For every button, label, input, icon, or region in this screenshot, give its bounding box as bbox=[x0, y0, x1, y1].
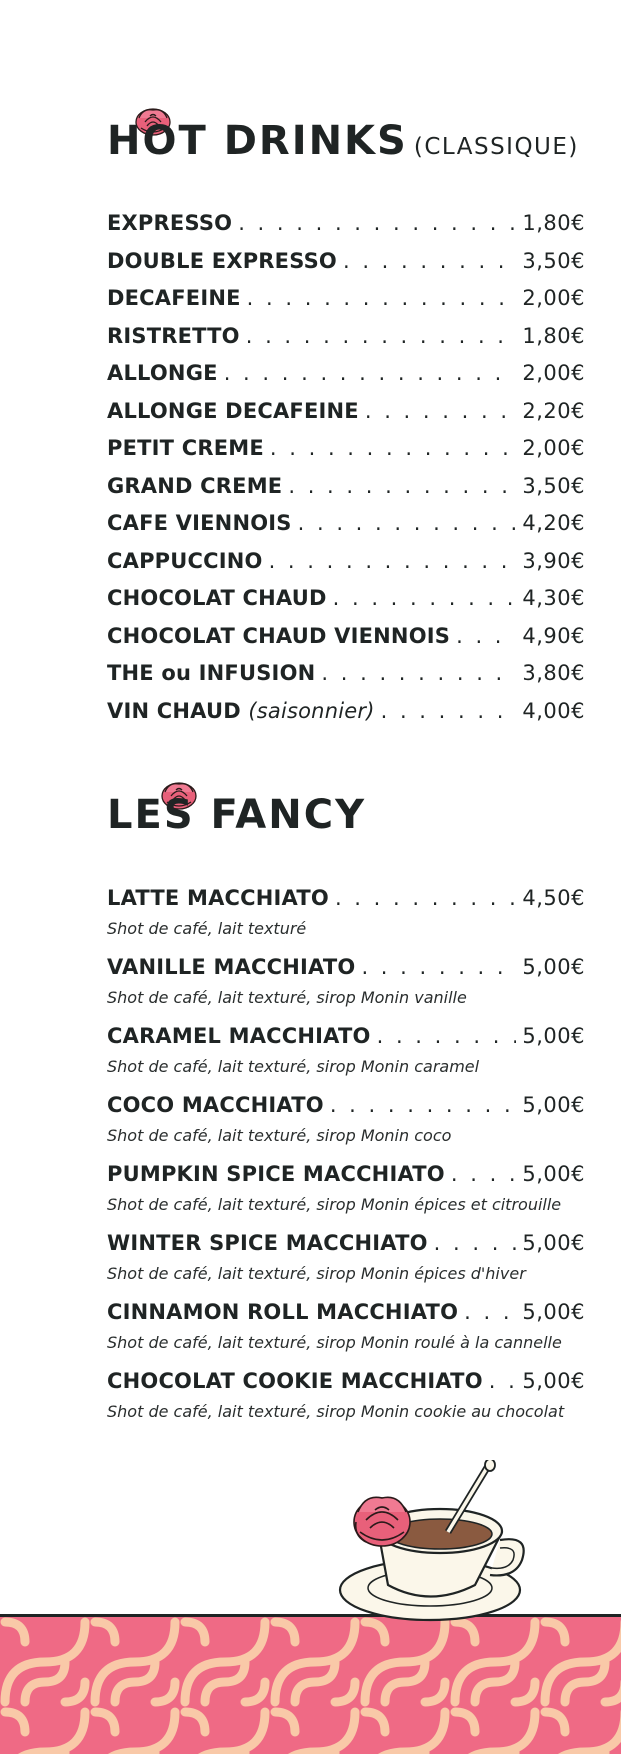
item-name: CHOCOLAT COOKIE MACCHIATO bbox=[107, 1369, 483, 1393]
menu-item bbox=[107, 430, 585, 468]
menu-item bbox=[107, 505, 585, 543]
item-description: Shot de café, lait texturé bbox=[107, 919, 307, 938]
dot-leader bbox=[377, 1018, 517, 1054]
item-price: 5,00€ bbox=[522, 1093, 585, 1117]
item-price: 5,00€ bbox=[522, 1024, 585, 1048]
item-name: LATTE MACCHIATO bbox=[107, 886, 329, 910]
dot-leader bbox=[456, 618, 516, 656]
dot-leader bbox=[489, 1363, 517, 1399]
dot-leader bbox=[330, 1087, 517, 1123]
dot-leader bbox=[333, 580, 517, 618]
menu-item bbox=[107, 1294, 585, 1330]
menu-item bbox=[107, 1087, 585, 1123]
menu-item bbox=[107, 318, 585, 356]
hot-drinks-list bbox=[107, 205, 585, 730]
menu-item bbox=[107, 949, 585, 985]
item-name-text: DECAFEINE bbox=[107, 286, 241, 310]
item-price: 2,20€ bbox=[522, 398, 585, 423]
item-price: 3,50€ bbox=[522, 248, 585, 273]
hot-drinks-title-text: HOT DRINKS bbox=[107, 118, 408, 164]
item-name-text: CHOCOLAT CHAUD VIENNOIS bbox=[107, 623, 451, 648]
item-name bbox=[107, 430, 264, 468]
item-description: Shot de café, lait texturé, sirop Monin cookie au chocolat bbox=[107, 1402, 565, 1421]
item-name bbox=[107, 393, 359, 431]
item-name bbox=[107, 655, 315, 693]
fancy-list bbox=[107, 880, 585, 1432]
item-price: 5,00€ bbox=[522, 1231, 585, 1255]
menu-item bbox=[107, 580, 585, 618]
item-price: 1,80€ bbox=[522, 211, 585, 235]
item-name-text: PETIT CREME bbox=[107, 436, 264, 460]
item-price: 3,50€ bbox=[522, 473, 585, 498]
item-name bbox=[107, 355, 218, 393]
item-name bbox=[107, 618, 450, 656]
dot-leader bbox=[288, 468, 516, 506]
item-name bbox=[107, 243, 337, 281]
dot-leader bbox=[247, 280, 517, 318]
item-price: 5,00€ bbox=[522, 1300, 585, 1324]
item-description: Shot de café, lait texturé, sirop Monin roulé à la cannelle bbox=[107, 1333, 562, 1352]
dot-leader bbox=[361, 949, 516, 985]
item-price: 2,00€ bbox=[522, 286, 585, 310]
item-name-text: ALLONGE DECAFEINE bbox=[107, 398, 359, 423]
list-item bbox=[107, 1225, 585, 1294]
item-name bbox=[107, 280, 241, 318]
fancy-title bbox=[107, 792, 366, 838]
item-price: 4,30€ bbox=[522, 586, 585, 610]
dot-leader bbox=[298, 505, 517, 543]
menu-item bbox=[107, 393, 585, 431]
menu-item bbox=[107, 655, 585, 693]
item-note: (saisonnier) bbox=[248, 698, 375, 723]
menu-item bbox=[107, 693, 585, 731]
item-name: WINTER SPICE MACCHIATO bbox=[107, 1231, 428, 1255]
item-name bbox=[107, 505, 292, 543]
menu-item bbox=[107, 280, 585, 318]
item-price: 2,00€ bbox=[522, 361, 585, 385]
item-name bbox=[107, 318, 240, 356]
item-name-text: GRAND CREME bbox=[107, 473, 283, 498]
item-name-text: EXPRESSO bbox=[107, 211, 233, 235]
hot-drinks-subtitle: (CLASSIQUE) bbox=[413, 134, 579, 160]
item-name-text: ALLONGE bbox=[107, 361, 218, 385]
item-name-text: RISTRETTO bbox=[107, 323, 240, 348]
item-price: 4,90€ bbox=[522, 623, 585, 648]
dot-leader bbox=[238, 205, 516, 243]
item-price: 3,80€ bbox=[522, 661, 585, 685]
item-price: 4,00€ bbox=[522, 698, 585, 723]
dot-leader bbox=[224, 355, 517, 393]
list-item bbox=[107, 1363, 585, 1432]
dot-leader bbox=[381, 693, 517, 731]
item-name: VANILLE MACCHIATO bbox=[107, 955, 356, 979]
item-price: 5,00€ bbox=[522, 955, 585, 979]
dot-leader bbox=[451, 1156, 517, 1192]
list-item bbox=[107, 1294, 585, 1363]
list-item bbox=[107, 949, 585, 1018]
menu-item bbox=[107, 1363, 585, 1399]
menu-item bbox=[107, 355, 585, 393]
fancy-title-text: LES FANCY bbox=[107, 792, 367, 838]
item-name bbox=[107, 543, 263, 581]
item-name-text: VIN CHAUD bbox=[107, 698, 241, 723]
item-description: Shot de café, lait texturé, sirop Monin épices d'hiver bbox=[107, 1264, 526, 1283]
item-price: 3,90€ bbox=[522, 548, 585, 573]
item-name bbox=[107, 693, 375, 731]
menu-item bbox=[107, 243, 585, 281]
menu-item bbox=[107, 880, 585, 916]
item-name bbox=[107, 468, 282, 506]
item-name bbox=[107, 205, 232, 243]
item-name-text: CAFE VIENNOIS bbox=[107, 511, 292, 535]
item-name-text: THE ou INFUSION bbox=[107, 661, 316, 685]
menu-item bbox=[107, 1018, 585, 1054]
list-item bbox=[107, 1087, 585, 1156]
coffee-cup-icon bbox=[330, 1460, 530, 1630]
list-item bbox=[107, 880, 585, 949]
item-price: 1,80€ bbox=[522, 323, 585, 348]
item-price: 5,00€ bbox=[522, 1369, 585, 1393]
item-description: Shot de café, lait texturé, sirop Monin caramel bbox=[107, 1057, 480, 1076]
item-name: COCO MACCHIATO bbox=[107, 1093, 324, 1117]
item-name: PUMPKIN SPICE MACCHIATO bbox=[107, 1162, 445, 1186]
decorative-pattern-band bbox=[0, 1614, 621, 1754]
dot-leader bbox=[246, 318, 517, 356]
menu-item bbox=[107, 468, 585, 506]
menu-item bbox=[107, 1225, 585, 1261]
item-description: Shot de café, lait texturé, sirop Monin vanille bbox=[107, 988, 467, 1007]
dot-leader bbox=[464, 1294, 516, 1330]
item-price: 4,20€ bbox=[522, 511, 585, 535]
menu-item bbox=[107, 543, 585, 581]
dot-leader bbox=[365, 393, 517, 431]
menu-item bbox=[107, 1156, 585, 1192]
item-name: CARAMEL MACCHIATO bbox=[107, 1024, 371, 1048]
item-price: 2,00€ bbox=[522, 436, 585, 460]
menu-item bbox=[107, 618, 585, 656]
item-name-text: DOUBLE EXPRESSO bbox=[107, 248, 337, 273]
item-name: CINNAMON ROLL MACCHIATO bbox=[107, 1300, 459, 1324]
item-name bbox=[107, 580, 327, 618]
wave-pattern-icon bbox=[0, 1617, 621, 1754]
dot-leader bbox=[335, 880, 516, 916]
dot-leader bbox=[321, 655, 516, 693]
menu-item bbox=[107, 205, 585, 243]
item-price: 4,50€ bbox=[522, 886, 585, 910]
dot-leader bbox=[434, 1225, 517, 1261]
item-price: 5,00€ bbox=[522, 1162, 585, 1186]
item-name-text: CHOCOLAT CHAUD bbox=[107, 586, 327, 610]
hot-drinks-title bbox=[107, 118, 579, 164]
list-item bbox=[107, 1156, 585, 1225]
dot-leader bbox=[269, 543, 517, 581]
dot-leader bbox=[343, 243, 516, 281]
item-description: Shot de café, lait texturé, sirop Monin épices et citrouille bbox=[107, 1195, 562, 1214]
list-item bbox=[107, 1018, 585, 1087]
dot-leader bbox=[270, 430, 516, 468]
item-description: Shot de café, lait texturé, sirop Monin coco bbox=[107, 1126, 452, 1145]
item-name-text: CAPPUCCINO bbox=[107, 548, 263, 573]
